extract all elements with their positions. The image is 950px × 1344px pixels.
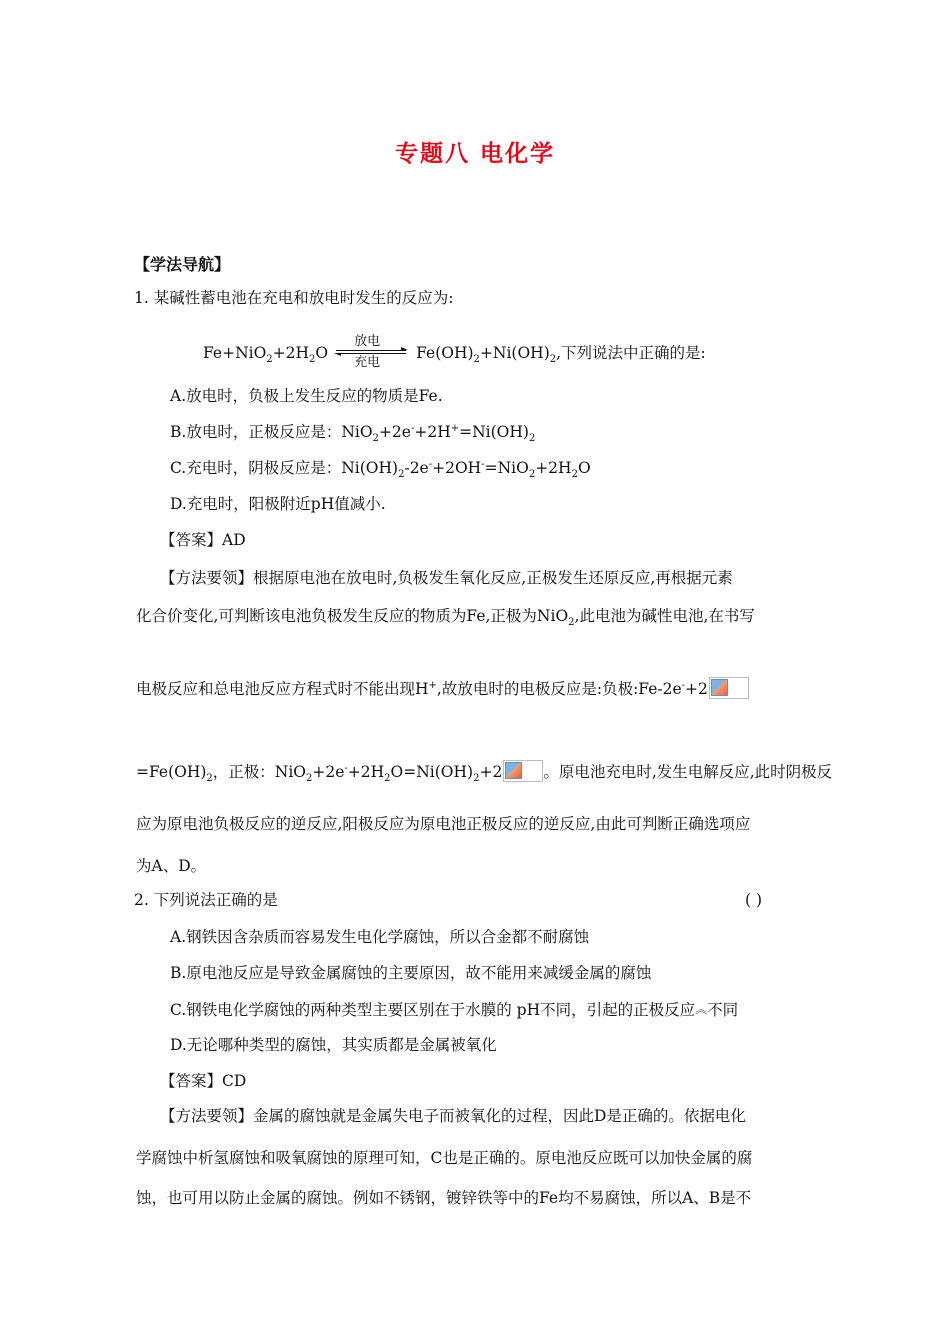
q2-method-line: 蚀，也可用以防止金属的腐蚀。例如不锈钢，镀锌铁等中的Fe均不易腐蚀，所以A、B是不	[136, 1189, 752, 1207]
q2-option-b: B.原电池反应是导致金属腐蚀的主要原因，故不能用来减缓金属的腐蚀	[170, 964, 652, 982]
q2-option-a: A.钢铁因含杂质而容易发生电化学腐蚀，所以合金都不耐腐蚀	[170, 928, 590, 946]
caret-mark-icon: ︽	[695, 1002, 708, 1016]
page-title: 专题八 电化学	[394, 141, 555, 167]
q1-option-a: A.放电时，负极上发生反应的物质是Fe.	[170, 387, 443, 405]
q2-method-line: 学腐蚀中析氢腐蚀和吸氧腐蚀的原理可知，C也是正确的。原电池反应既可以加快金属的腐	[136, 1149, 753, 1167]
q1-option-b: B.放电时，正极反应是：$NiO_2+2e^-+2H^+=Ni(OH)_2$	[170, 422, 536, 445]
q1-method-line: 电极反应和总电池反应方程式时不能出现H+,故放电时的电极反应是:负极:Fe-2e-+2	[136, 677, 749, 699]
broken-image-icon	[503, 760, 543, 782]
q1-method-line: 应为原电池负极反应的逆反应,阳极反应为原电池正极反应的逆反应,由此可判断正确选项应	[136, 815, 751, 833]
q2-stem: 2. 下列说法正确的是	[134, 891, 278, 909]
q2-answer: 【答案】CD	[160, 1072, 247, 1090]
q1-equation: $Fe+NiO_2+2H_2O$ 放电 充电 $Fe(OH)_2+Ni(OH)_2$,下列说法中正确的是:	[203, 334, 706, 370]
q2-option-c: C.钢铁电化学腐蚀的两种类型主要区别在于水膜的 pH不同，引起的正极反应︽不同	[170, 1001, 739, 1019]
q1-method-line: 为A、D。	[136, 857, 207, 875]
q1-method-line: $=Fe(OH)_2$，正极：$NiO_2+2e^-+2H_2O=Ni(OH)_2+2$ 。原电池充电时,发生电解反应,此时阴极反	[136, 760, 832, 782]
q1-method-line: 【方法要领】根据原电池在放电时,负极发生氧化反应,正极发生还原反应,再根据元素	[160, 569, 733, 587]
q1-option-c: C.充电时，阴极反应是：$Ni(OH)_2-2e^-+2OH^-=NiO_2+2H_2O$	[170, 458, 591, 481]
section-heading: 【学法导航】	[134, 255, 231, 274]
q2-option-d: D.无论哪种类型的腐蚀，其实质都是金属被氧化	[170, 1036, 497, 1054]
reversible-arrow-icon: 放电 充电	[332, 336, 410, 366]
q1-answer: 【答案】AD	[160, 531, 246, 549]
q1-stem: 1. 某碱性蓄电池在充电和放电时发生的反应为:	[134, 289, 454, 307]
q1-method-line: 化合价变化,可判断该电池负极发生反应的物质为Fe,正极为NiO$_2$,此电池为碱性电池,在书写	[136, 607, 755, 629]
q1-option-d: D.充电时，阳极附近pH值减小.	[170, 495, 386, 513]
q2-answer-paren: ( )	[745, 891, 763, 909]
broken-image-icon	[709, 677, 749, 699]
q2-method-line: 【方法要领】金属的腐蚀就是金属失电子而被氧化的过程，因此D是正确的。依据电化	[160, 1107, 746, 1125]
